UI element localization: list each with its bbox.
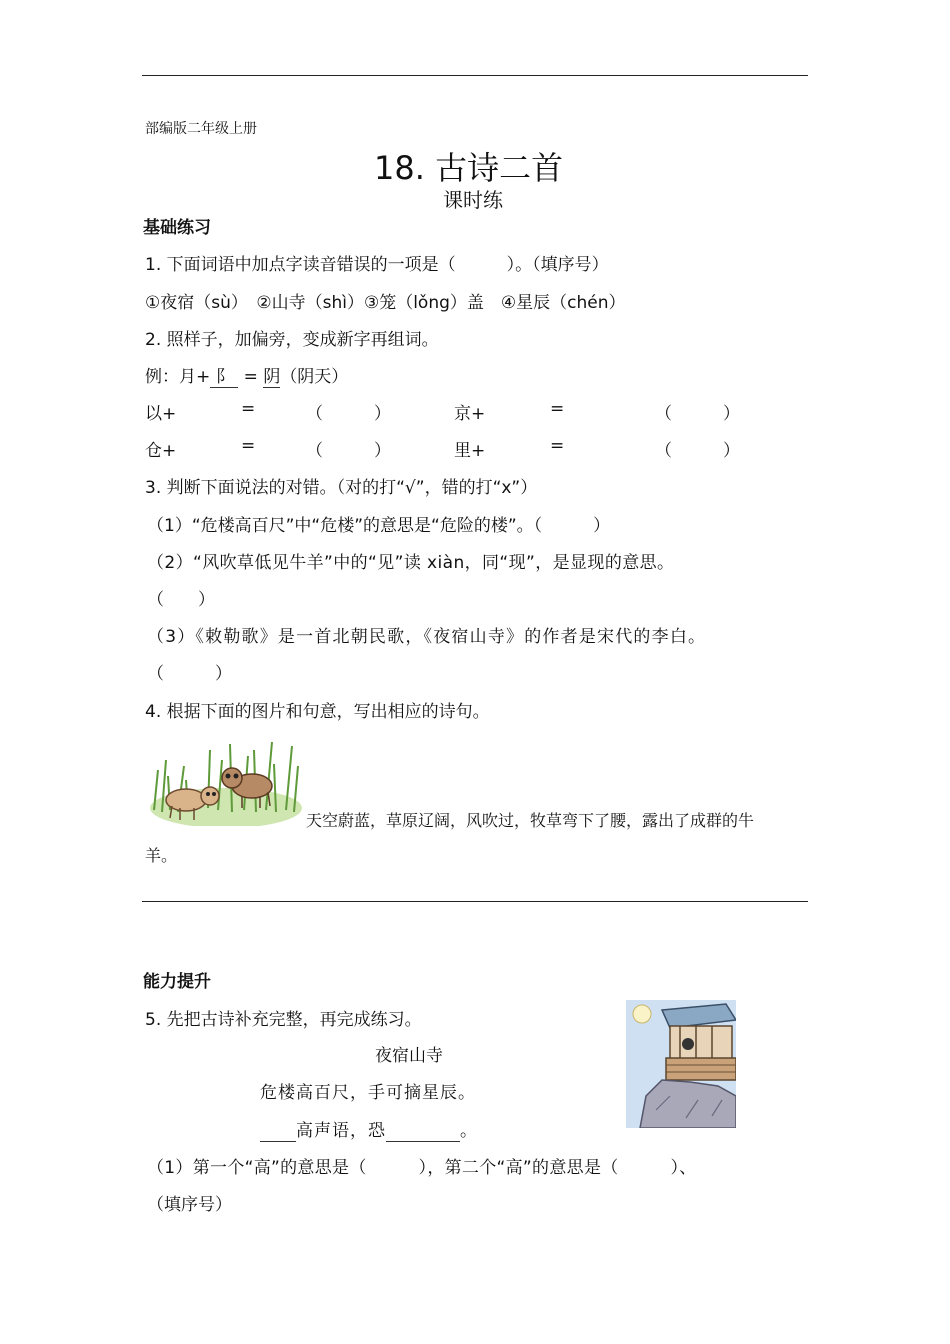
q2-example-prefix: 例：月+ xyxy=(145,367,211,387)
q2-row-2-d: 里+ xyxy=(454,441,486,461)
top-rule xyxy=(142,75,808,76)
q2-row-1-e: = xyxy=(550,399,565,419)
q3-statement-2-blank: （ ） xyxy=(147,590,215,610)
poem-line-1: 危楼高百尺，手可摘星辰。 xyxy=(260,1083,476,1103)
q2-example-char: 阴 xyxy=(263,362,280,388)
q3-statement-2: （2）“风吹草低见牛羊”中的“见”读 xiàn，同“现”，是显现的意思。 xyxy=(147,553,675,573)
q3-stem: 3. 判断下面说法的对错。（对的打“√”，错的打“x”） xyxy=(145,478,538,498)
q5-stem: 5. 先把古诗补充完整，再完成练习。 xyxy=(145,1010,422,1030)
q3-statement-3: （3）《敕勒歌》是一首北朝民歌，《夜宿山寺》的作者是宋代的李白。 xyxy=(147,627,707,647)
q1-options: ①夜宿（sù） ②山寺（shì）③笼（lǒng）盖 ④星辰（chén） xyxy=(145,293,626,313)
q2-row-2-c: （ ） xyxy=(306,441,391,461)
edition-label: 部编版二年级上册 xyxy=(145,121,257,137)
q4-stem: 4. 根据下面的图片和句意，写出相应的诗句。 xyxy=(145,702,490,722)
q5-sub-1: （1）第一个“高”的意思是（ ），第二个“高”的意思是（ ）、 xyxy=(147,1158,697,1178)
poem-line-2-mid: 高声语，恐 xyxy=(296,1121,386,1141)
q1-stem: 1. 下面词语中加点字读音错误的一项是（ ）。（填序号） xyxy=(145,255,609,275)
section-basic: 基础练习 xyxy=(143,218,211,238)
q5-sub-1-cont: （填序号） xyxy=(147,1195,232,1215)
poem-line-2 xyxy=(260,1116,478,1142)
q2-example-word: （阴天） xyxy=(280,367,349,387)
q2-row-1-c: （ ） xyxy=(306,404,391,424)
q2-row-2-a: 仓+ xyxy=(145,441,177,461)
q2-example-eq: = xyxy=(243,367,258,387)
q2-row-1-d: 京+ xyxy=(454,404,486,424)
page-subtitle: 课时练 xyxy=(443,188,503,212)
q2-example-radical: 阝 xyxy=(210,362,238,388)
q4-description-line2: 羊。 xyxy=(145,846,178,865)
poem-line-2-end: 。 xyxy=(460,1121,478,1141)
q4-description-line1: 天空蔚蓝，草原辽阔，风吹过，牧草弯下了腰，露出了成群的牛 xyxy=(306,811,755,830)
poem-title: 夜宿山寺 xyxy=(375,1046,443,1066)
poem-blank-2[interactable] xyxy=(386,1121,460,1142)
page-title: 18. 古诗二首 xyxy=(374,149,564,187)
q3-statement-3-blank: （ ） xyxy=(147,664,232,684)
section-advanced: 能力提升 xyxy=(143,972,211,992)
temple-tower-image xyxy=(626,1000,736,1128)
poem-blank-1[interactable] xyxy=(260,1121,296,1142)
q2-stem: 2. 照样子，加偏旁，变成新字再组词。 xyxy=(145,330,439,350)
q2-row-2-f: （ ） xyxy=(655,441,740,461)
q3-statement-1: （1）“危楼高百尺”中“危楼”的意思是“危险的楼”。（ ） xyxy=(147,516,611,536)
middle-rule xyxy=(142,901,808,902)
q2-row-1-f: （ ） xyxy=(655,404,740,424)
q2-row-2-e: = xyxy=(550,436,565,456)
q2-row-1-b: = xyxy=(241,399,256,419)
grassland-cattle-image xyxy=(148,730,304,826)
q2-row-1-a: 以+ xyxy=(145,404,177,424)
q2-row-2-b: = xyxy=(241,436,256,456)
q2-example xyxy=(145,362,348,388)
